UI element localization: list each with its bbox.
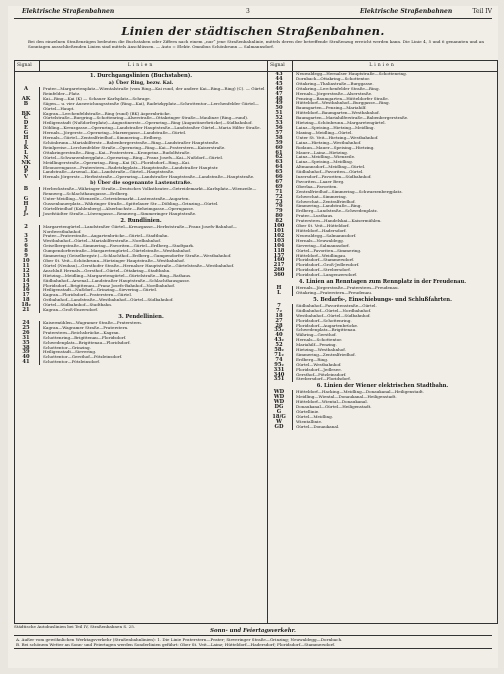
linien-heading: Linien [127, 63, 155, 68]
line-signal: 26 [15, 331, 40, 336]
column-divider [39, 61, 40, 71]
line-signal: O [15, 166, 40, 171]
line-signal: 157 [268, 254, 293, 259]
autobus-note: Städtische Autobuslinien bei Teil IV, Straßenbahnen S. 25. [14, 624, 136, 629]
line-signal: P [15, 170, 40, 175]
line-signal: 351 [268, 377, 293, 382]
line-signal: 3 [15, 234, 40, 239]
line-signal: 79 [268, 209, 293, 214]
line-signal: E [15, 126, 40, 131]
line-route: Mariahilf—Penzing. [296, 342, 337, 348]
line-route: Gürtel—Favoriten—Simmering. [296, 247, 362, 253]
line-signal: BK [15, 112, 40, 117]
line-route: Gürtel—Südbahnhof—Stadtbahn. [43, 302, 113, 308]
line-signal: 340 [268, 373, 293, 378]
line-route: Sievering—Salmannsdorf. [296, 242, 350, 248]
holiday-note-a: A. Außer vom gewöhnlichen Werktagsverkehr (Straßenbahnlinien): 1. Die Linie Praterstern—Prater; Sieveringer Straße—Grinzing; Neuwaldegg—Dornbach. [16, 637, 343, 643]
line-route: Südbahnhof—Arsenal—Landstraßer Hauptstraße—Schlachthausgasse. [43, 277, 191, 283]
line-route: Südbahnhof—Favoritenstraße—Gürtel. [296, 302, 377, 308]
line-signal: 5 [15, 239, 40, 244]
line-list [15, 87, 267, 180]
line-route: Donaukanal—Gürtel—Heiligenstadt. [296, 404, 372, 410]
line-route: Ober St. Veit—Schönbrunn—Hietzinger Hauptstraße—Westbahnhof. [43, 258, 185, 263]
line-signal: 49 [268, 101, 293, 106]
line-signal: 45 [268, 82, 293, 87]
line-signal: 40 [268, 333, 293, 338]
line-route: Schottentor—Grinzing. [43, 344, 91, 350]
line-route: Gürtellinie. [296, 409, 320, 414]
line-signal: WD [268, 395, 293, 400]
line-signal: 80 [268, 214, 293, 219]
line-signal: 58₂ [268, 348, 293, 353]
line-route: Schwechat—Zentralfriedhof. [296, 198, 356, 204]
line-route: Kagran—Floridsdorf—Praterstern—Gürtel. [43, 292, 133, 298]
line-signal: 50 [268, 106, 293, 111]
line-route: Praterstern—Handelskai—Kaisermühlen. [296, 218, 382, 224]
line-signal: 160 [268, 258, 293, 263]
line-route: Ottakring—Praterstern—Freudenau. [296, 289, 373, 295]
line-route: Floridsdorf—Stammersdorf. [296, 257, 355, 263]
line-route: Ober St. Veit—Hütteldorf. [296, 223, 350, 229]
line-signal: 12 [15, 269, 40, 274]
signal-heading: Signal [17, 63, 32, 68]
line-signal: 104 [268, 244, 293, 249]
line-signal: 82 [268, 219, 293, 224]
line-route: Gussenbauerplatz—Währinger Straße—Spittelauer Str.—Döbling—Grinzing—Gürtel. [43, 200, 219, 206]
line-signal: 53 [268, 121, 293, 126]
line-route: Inzersdorf—Favoriten—Südbahnhof. [296, 174, 372, 180]
line-signal: 46 [268, 87, 293, 92]
line-signal: 18 [268, 314, 293, 319]
line-signal: D [15, 121, 40, 126]
line-route: Floridsdorf—Strebersdorf. [296, 267, 351, 273]
line-signal: GD [268, 425, 293, 430]
line-signal: 28 [268, 324, 293, 329]
line-route: Hernals—Jörgerstr.—Opernring—Marxergasse—Landstraße—Gürtel. [43, 130, 187, 136]
line-signal: 6 [15, 244, 40, 249]
document-page [8, 6, 498, 668]
line-signal: 62 [268, 155, 293, 160]
line-signal: 58 [268, 136, 293, 141]
line-route: Neuwaldegg—Salmannsdorf. [296, 232, 357, 238]
line-route: Südbahnhof—Gürtel—Nordbahnhof. [296, 307, 372, 313]
line-signal: 18₂ [15, 303, 40, 308]
line-signal: 24 [15, 321, 40, 326]
intro-paragraph: Bei den einzelnen Straßenzügen bedeuten die Buchstaben oder Ziffern nach einem „nur“ jene Straßenbahnlinie, mittels deren der betreffende Straßenzug erreicht werden kann. Die Linie 4, 5 und 6 genannten und an Sonntagen ausschließenden Linien sind mittels Anschlüssen. — Auto = Elektr. Omnibus Schönbrunn — Salmannsdorf. [28, 39, 484, 50]
line-route: Lainz—Speising—Hietzing—Meidling. [296, 124, 375, 130]
line-route: Zentralfriedhof—Simmering—Schwarzenbergplatz. [296, 188, 403, 194]
line-route: Mauer—Lainz—Hietzing. [296, 149, 349, 155]
line-signal: 64 [268, 165, 293, 170]
line-signal: 41 [15, 360, 40, 365]
line-route: Floridsdorf—Schottenring. [296, 317, 352, 323]
line-route: Prater—Praterstraße—Augartenbrücke—Gürtel—Stadtbahn. [43, 233, 169, 239]
line-route: Südbahnhof—Favoriten—Gürtel. [296, 169, 364, 175]
line-route: Hernals Jörgerstr.—Herbststraße—Opernring—Landstraßer Hauptstraße—Landstraße—Hauptstraße. [43, 174, 255, 180]
line-route: Herbeckstraße—Währinger Straße—Deutsches Volkstheater—Getreidemarkt—Karlsplatz—Wienzeile—Rennweg—Schlachthausgasse—Erdberg. [43, 186, 257, 197]
line-route: Ottakringerstraße—Ring—Kai—Praterstern—Kronprinz—Rudolfstraße. [43, 149, 191, 155]
line-route: Baumgarten—Mariahilferstraße—Babenbergerstraße. [296, 115, 409, 121]
line-route: Schwechat—Simmering. [296, 193, 347, 199]
line-signal: WD [268, 390, 293, 395]
line-signal: 52 [268, 343, 293, 348]
line-signal: V [15, 175, 40, 180]
line-route: Floridsdorf—Groß-Jedlersdorf. [296, 262, 360, 268]
line-route: Geiselbergstraße—Simmering—Favoriten—Gürtel—Erdberg—Stadtpark. [43, 243, 195, 249]
line-signal: G [268, 410, 293, 415]
header-rule [14, 18, 492, 19]
line-signal: A [15, 87, 40, 97]
section-heading: 3. Pendellinien. [118, 313, 164, 320]
line-signal: 101 [268, 229, 293, 234]
line-list [268, 304, 497, 383]
line-signal: 18 [15, 298, 40, 303]
line-route: Hütteldorf—Baumgarten—Westbahnhof. [296, 110, 380, 116]
linien-heading: Linien [369, 63, 396, 68]
line-route: Schottentor—Gersthof—Pötzleinsdorf. [43, 354, 123, 360]
line-list [15, 187, 267, 216]
line-route: Meidlingerstraße—Opernring—Ring—Kai (K)—Floridsdorf—Ring—Kai. [43, 159, 191, 165]
line-route: Altmannsdorf—Meidling—Gürtel. [296, 164, 366, 170]
line-route: Döbling—Kreuzgasse—Opernring—Landstraßer Hauptstraße—Landstraßer Gürtel—Maria Hilfer Straße. [43, 125, 261, 131]
line-route: Hernals—Schottentor. [296, 337, 342, 343]
line-signal: 21 [15, 308, 40, 313]
line-signal: 95₂ [268, 363, 293, 368]
section-heading: 6. Linien der Wiener elektrischen Stadtbahn. [316, 383, 449, 390]
line-route: Oberlaa—Favoriten. [296, 183, 338, 189]
line-signal: 57 [268, 131, 293, 136]
line-route: Kaisermühlen—Wagramer Straße—Praterstern. [43, 319, 143, 325]
line-signal: 47 [268, 92, 293, 97]
line-list [268, 286, 497, 296]
line-route: Anschluß Hernals—Gersthof—Gürtel—Ottakring—Stadtbahn. [43, 267, 171, 273]
line-route: Floridsdorf—Brigittenau—Franz Josefs-Bahnhof—Nordbahnhof. [43, 282, 176, 288]
line-signal: 100 [268, 224, 293, 229]
line-route: Unter St. Veit—Hietzing—Westbahnhof. [296, 134, 379, 140]
line-signal: G [15, 131, 40, 136]
line-route: Eleonorengasse—Praterstern—Radetzkyplatz—Hauptstraße—Landstraßer Hauptstr. [43, 164, 219, 170]
line-list [268, 72, 497, 278]
line-route: Lainz—Speising—Meidling. [296, 159, 353, 165]
line-row [15, 212, 267, 217]
line-signal: 43 [268, 72, 293, 77]
line-signal: DG [268, 405, 293, 410]
line-route: Baumgarten—Penzing—Mariahilf. [296, 105, 367, 111]
line-signal: 10 [15, 259, 40, 264]
right-column-header [268, 61, 497, 72]
line-route: Lainz—Meidling—Wienzeile. [296, 154, 356, 160]
line-route: Hernals—Neuwaldegg. [296, 237, 345, 243]
line-route: Gürtel (Neubau)—Gersthofer Straße—Hernalser Hauptstraße—Gürtelstraße—Westbahnhof. [43, 262, 235, 268]
line-signal: 66 [268, 175, 293, 180]
holiday-note-b: B. Bei schönem Wetter an Sonn- und Feiertagen werden Sonderlinien geführt: Ober St. Veit—Lainz; Hütteldorf—Hadersdorf; Floridsdorf—Stammersdorf. [16, 642, 336, 648]
line-signal: 76 [268, 204, 293, 209]
line-route: Hernals—Gürtel—Zentralfriedhof—Simmering—Erdberg. [43, 135, 163, 141]
line-route: Favoriten—Laaer Berg. [296, 178, 345, 184]
line-signal: 72 [268, 195, 293, 200]
line-route: Währing—Gersthof. [296, 332, 337, 338]
line-route: Kagran—Lerchenfeldstraße—Ring (rund) (BK) Aspernbrücke. [43, 110, 171, 116]
line-route: Hietzing—Schönbrunn—Margaretengürtel. [296, 120, 386, 126]
line-route: Dornbach—Ottakring—Schottentor. [296, 75, 371, 81]
line-route: Wientallinie. [296, 418, 323, 424]
line-route: Rodaun—Mauer—Speising—Hietzing. [296, 144, 375, 150]
line-signal: 260 [268, 268, 293, 273]
line-signal: H [15, 136, 40, 141]
line-route: Hietzing—Westbahnhof. [296, 347, 346, 353]
right-column [268, 61, 497, 623]
line-signal: G [15, 197, 40, 202]
line-signal: 8 [15, 249, 40, 254]
line-signal: 25 [15, 326, 40, 331]
header-right: Elektrische Straßenbahnen [360, 8, 453, 15]
line-route: Heiligenstadt (Nußdorferplatz)—Augustinerstr.—Opernring—Ring (Augustinerbrücke)—Südbahnhof. [43, 120, 253, 126]
line-route: Maxing—Meidling—Gürtel. [296, 129, 353, 135]
line-signal: 35₂ [268, 328, 293, 333]
left-column-header [15, 61, 267, 72]
line-route: Hütteldorf—Weidlingau. [296, 252, 347, 258]
line-signal: 13 [15, 274, 40, 279]
signal-heading: Signal [270, 63, 285, 68]
line-route: Gumpendorferstraße—Margaretengürtel—Gürtelstraße—Westbahnhof. [43, 248, 192, 254]
line-route: Schottentor—Pötzleinsdorf. [43, 359, 101, 365]
line-signal: 7₂ [268, 309, 293, 314]
line-signal: K [15, 146, 40, 151]
line-signal: 52 [268, 116, 293, 121]
line-route: Kagran—Groß-Enzersdorf. [43, 307, 99, 313]
line-signal: 7 [268, 304, 293, 309]
line-signal: B [15, 187, 40, 197]
line-signal: 48 [268, 97, 293, 102]
section-heading: 4. Linien an Renntagen zum Rennplatz in der Freudenau. [298, 279, 467, 286]
line-signal: H [15, 202, 40, 207]
subsection-heading: a) Über Ring, bezw. Kai. [108, 80, 174, 86]
line-signal: WD [268, 400, 293, 405]
line-list [15, 225, 267, 313]
line-route: Floridsdorf—Langenzersdorf. [296, 272, 358, 278]
running-header [8, 8, 498, 18]
line-signal: L [268, 291, 293, 296]
line-signal: NK [15, 161, 40, 166]
line-signal: 63 [268, 160, 293, 165]
line-signal: 102 [268, 234, 293, 239]
column-divider [292, 61, 293, 71]
line-signal: 2 [15, 225, 40, 235]
line-route: Kagran—Wagramer Straße—Praterstern. [43, 324, 129, 330]
line-route: Heiligenstadt—Nußdorf—Grinzing—Sievering—Gürtel. [43, 287, 158, 293]
line-route: Simmering (Geiselbergstr.)—Schlachthof—Erdberg—Gumpendorfer Straße—Westbahnhof. [43, 253, 232, 259]
line-signal: 360 [268, 273, 293, 278]
line-signal: 71₂ [268, 353, 293, 358]
line-route: Prater—Lusthaus. [296, 213, 334, 219]
line-route: Margaretengürtel—Landstraßer Gürtel—Kreuzgasse—Herbststraße—Franz Josefs-Bahnhof—Nordwestbahnhof. [43, 223, 237, 234]
line-signal: 56 [268, 126, 293, 131]
line-signal: 16 [15, 288, 40, 293]
section-heading: 2. Rundlinien. [120, 217, 162, 224]
line-route: Sägen— u. vier Ausweichungsstraße (Ring—Kai), Radetzkyplatz—Schrottentor—Lerchenfelder Gürtel—Gürtel—Haupt. [43, 100, 259, 111]
line-route: Hernals—Jörgerstraße—Alserstraße. [296, 90, 373, 96]
line-signal: L [15, 151, 40, 156]
line-route: Gürtelfriedhof (Kahlenberg)—Alserbachstr.—Beheimgasse—Operngasse. [43, 205, 195, 211]
line-route: Meidling—Wiental—Donaukanal—Heiligenstadt. [296, 394, 397, 400]
line-signal: 18/G [268, 415, 293, 420]
line-route: Hütteldorf—Wiental—Donaukanal. [296, 399, 368, 405]
line-route: Gersthof—Pötzleinsdorf. [296, 371, 347, 377]
line-signal: 44 [268, 77, 293, 82]
line-route: Unter-Meidling—Wienzeile—Getreidemarkt—Lastenstraße—Augarten. [43, 196, 190, 202]
line-signal: 331 [268, 368, 293, 373]
line-route: Landstraße—Arsenal—Kai—Landstraße—Gürtel—Hauptstraße. [43, 169, 175, 175]
line-route: Praterstern—Reichsbrücke—Kagran. [43, 329, 120, 335]
line-route: Neuwaldegg—Hernalser Hauptstraße—Schottenring. [296, 71, 408, 76]
line-route: Floridsdorf—Augartenbrücke. [296, 322, 359, 328]
line-route: Schwedenplatz—Brigittenau—Floridsdorf. [43, 339, 131, 345]
line-route: Gürtelstraße—Burgring—Schottenring—Alserstraße—Ottakringer Straße—Maulinze (Ring—rund). [43, 115, 249, 121]
line-signal: 31 [15, 336, 40, 341]
line-route: Westbahnhof—Gürtel—Südbahnhof. [296, 312, 371, 318]
line-signal: C [15, 116, 40, 121]
line-signal: 73 [268, 200, 293, 205]
page-title: Linien der städtischen Straßenbahnen. [121, 24, 385, 38]
section-heading: 1. Durchgangslinien (Buchstaben). [89, 73, 193, 79]
line-route: Simmering—Landstraße—Ring. [296, 203, 362, 209]
line-route: Heiligenstadt—Sievering. [43, 349, 97, 355]
line-signal: 40 [15, 355, 40, 360]
line-route: Kai—Ring—Kai (K) — Schauer Karlsplatz—Schrage. [43, 95, 151, 101]
line-signal: 51 [268, 111, 293, 116]
line-route: Lainz—Hietzing—Westbahnhof. [296, 139, 362, 145]
line-signal: 39 [15, 350, 40, 355]
line-route: Reinlpreise—Lerchenfelder Straße—Opernring—Ring—Kai—Praterstern—Kaiserstraße. [43, 144, 226, 150]
line-route: Hernals—Jörgerstraße—Praterstern—Freudenau. [296, 285, 399, 291]
line-signal: 103 [268, 239, 293, 244]
line-route: Strebersdorf—Floridsdorf. [296, 376, 351, 382]
line-list [268, 390, 497, 429]
line-signal: 65 [268, 170, 293, 175]
line-row [268, 425, 497, 430]
line-route: Ottakring—Lerchenfelder Straße—Ring. [296, 85, 380, 91]
line-signal: J [15, 207, 40, 212]
page-number: 3 [246, 8, 250, 15]
line-route: Hütteldorf—Hadersdorf. [296, 228, 347, 233]
line-route: Ottakring—Thaliastraße—Burggasse. [296, 80, 374, 86]
line-list [15, 321, 267, 365]
left-column [15, 61, 268, 623]
line-route: Erdberg—Ring. [296, 356, 329, 362]
line-signal: 43₂ [268, 338, 293, 343]
line-signal: 67 [268, 180, 293, 185]
line-route: Prater—Margaretenplatz—Wientalstraße (vom Ring—Kai rund, der andere Kai—Ring—Ring) (C). — Gürtel Reinfelder—Platz. [43, 86, 265, 96]
line-signal: 71 [268, 190, 293, 195]
line-row [15, 360, 267, 365]
line-route: Hütteldorf—Hacking—Meidling—Donaukanal—Heiligenstadt. [296, 389, 425, 395]
line-route: Gürtel—Westbahnhof. [296, 361, 342, 367]
line-route: Schwedenplatz—Brigittenau. [296, 327, 357, 333]
line-signal: W [268, 420, 293, 425]
header-left: Elektrische Straßenbahnen [22, 8, 115, 15]
line-route: Gürtel—Schwarzenbergplatz—Opernring—Ring—Franz Josefs—Kai—Nußdorf—Gürtel. [43, 154, 224, 160]
line-signal: 60 [268, 146, 293, 151]
line-signal: 217 [268, 263, 293, 268]
line-signal: J [15, 141, 40, 146]
line-signal: N [15, 156, 40, 161]
line-route: Ostbahnhof—Landstraße—Westbahnhof—Gürtel—Südbahnhof. [43, 297, 174, 303]
line-signal: B [15, 102, 40, 112]
line-signal: 69 [268, 185, 293, 190]
line-signal: 27 [268, 319, 293, 324]
holiday-notes [14, 635, 492, 649]
line-route: Gürtel—Meidling. [296, 413, 334, 419]
header-part: Teil IV [472, 8, 492, 15]
line-signal: 15 [15, 284, 40, 289]
section-heading: 5. Bedarfs-, Einschiebungs- und Schlußfahrten. [313, 296, 452, 303]
line-route: Hütteldorf—Westbahnhof—Burggasse—Ring. [296, 100, 390, 106]
line-signal: 38 [15, 346, 40, 351]
line-signal: 61 [268, 151, 293, 156]
line-route: Hietzing—Meidling—Margaretengürtel—Gürtelstraße—Ring—Rathaus. [43, 272, 192, 278]
line-signal: 35 [15, 341, 40, 346]
line-route: Simmering—Zentralfriedhof. [296, 351, 356, 357]
line-signal: 59 [268, 141, 293, 146]
line-route: Floridsdorf—Jedlesee. [296, 366, 342, 372]
line-signal: 14 [15, 279, 40, 284]
footer-notes [14, 624, 492, 649]
subsection-heading: b) Über die sogenannte Lastenstraße. [90, 180, 192, 187]
line-route: Westbahnhof—Gürtel—Mariahilferstraße—Nordbahnhof. [43, 238, 162, 244]
lines-table [14, 60, 498, 624]
line-route: Schönbrunn—Mariahilferstr.—Babenbergerstraße—Ring—Landstraßer Hauptstraße. [43, 139, 220, 145]
line-route: Penzing—Baumgarten—Hütteldorfer Straße. [296, 95, 390, 101]
line-route: Schottenring—Brigittenau—Floridsdorf. [43, 334, 127, 340]
holiday-heading: Sonn- und Feiertagsverkehr. [210, 628, 296, 635]
line-signal: 17 [15, 293, 40, 298]
line-signal: H [268, 286, 293, 291]
line-signal: 118 [268, 249, 293, 254]
line-signal: 74 [268, 358, 293, 363]
line-route: Erdberg—Landstraße—Schwedenplatz. [296, 208, 378, 214]
line-signal: J₂ [15, 212, 40, 217]
line-route: Gürtel—Donaukanal. [296, 423, 340, 429]
line-signal: AK [15, 97, 40, 102]
line-signal: 9 [15, 254, 40, 259]
line-signal: 11 [15, 264, 40, 269]
line-route: Josefstädter Straße—Löwengasse—Rennweg—Simmeringer Hauptstraße. [43, 210, 197, 216]
